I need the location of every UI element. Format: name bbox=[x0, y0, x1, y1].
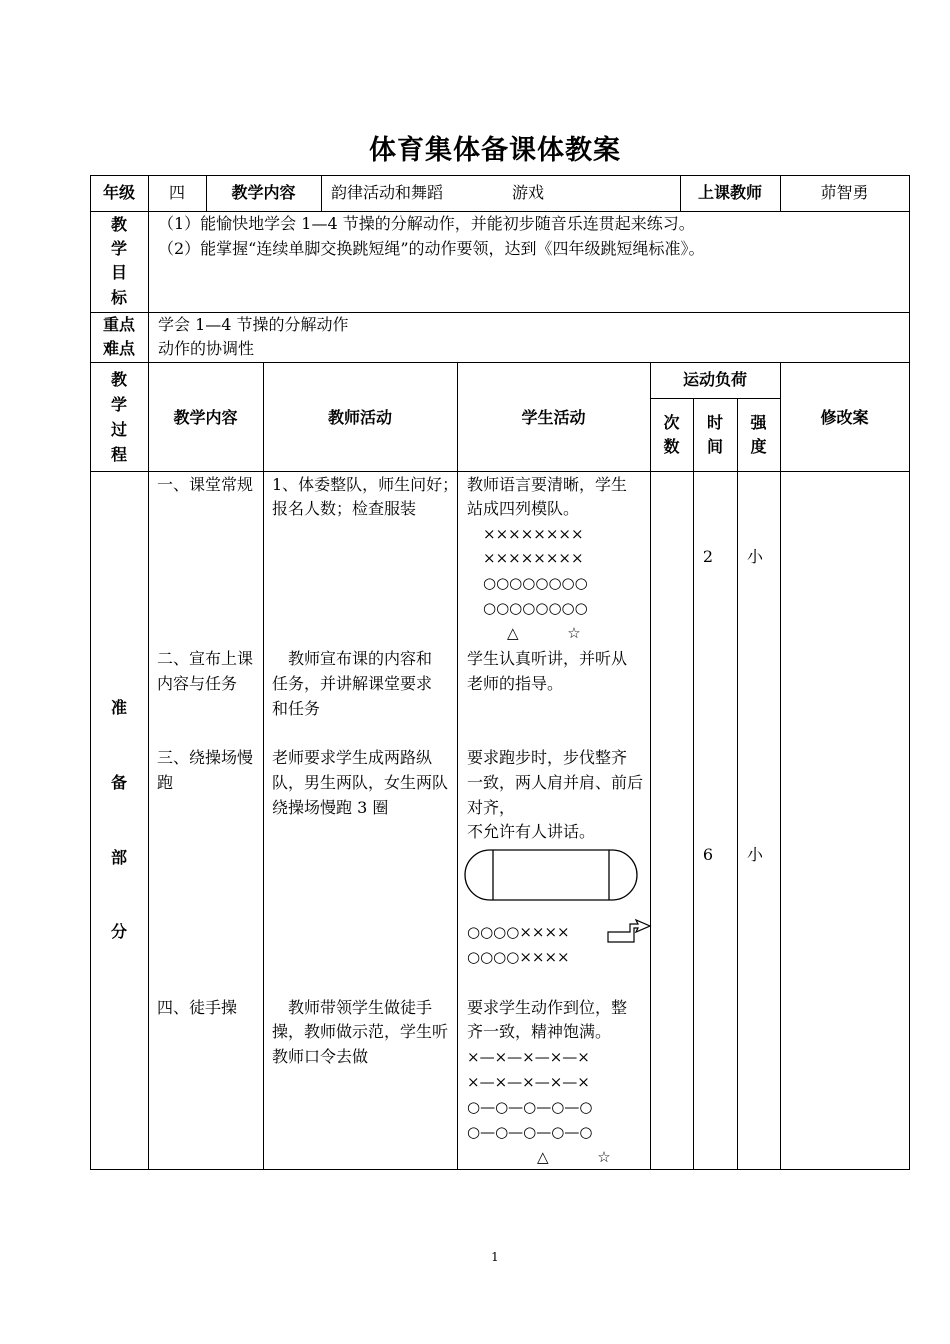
formation-row: ×××××××× bbox=[483, 525, 584, 543]
goal-line-2: （2）能掌握“连续单脚交换跳短绳”的动作要领，达到《四年级跳短绳标准》。 bbox=[158, 239, 705, 258]
formation-row: ×××××××× bbox=[483, 549, 584, 567]
intensity-value: 小 bbox=[746, 845, 763, 864]
content-value-2: 游戏 bbox=[512, 183, 545, 202]
teacher-marker-row: △ ☆ bbox=[537, 1148, 611, 1166]
teacher-column-header: 教师活动 bbox=[327, 408, 392, 427]
running-track-diagram bbox=[463, 848, 641, 904]
key-point: 学会 1—4 节操的分解动作 bbox=[158, 315, 349, 334]
teacher-value: 茆智勇 bbox=[820, 183, 869, 202]
grade-label: 年级 bbox=[102, 183, 135, 202]
page-number: 1 bbox=[491, 1250, 499, 1264]
content-label: 教学内容 bbox=[231, 183, 296, 202]
formation-row: ×—×—×—×—× bbox=[467, 1073, 590, 1091]
intensity-header: 强 bbox=[750, 413, 767, 432]
formation-row: ○○○○○○○○ bbox=[483, 574, 588, 592]
formation-row: ×—×—×—×—× bbox=[467, 1048, 590, 1066]
turn-arrow-icon bbox=[606, 918, 652, 944]
difficulty-point: 动作的协调性 bbox=[158, 339, 255, 358]
student-column-header: 学生活动 bbox=[521, 408, 586, 427]
content-value: 韵律活动和舞蹈 bbox=[331, 183, 444, 202]
formation-row: ○—○—○—○—○ bbox=[467, 1098, 593, 1116]
teacher-marker-row: △ ☆ bbox=[507, 624, 581, 642]
page-title: 体育集体备课体教案 bbox=[369, 135, 621, 166]
count-header: 次 bbox=[663, 413, 680, 432]
formation-row: ○○○○○○○○ bbox=[483, 599, 588, 617]
time-value: 6 bbox=[702, 845, 714, 864]
difficulty-label: 难点 bbox=[102, 339, 135, 358]
teacher-label: 上课教师 bbox=[697, 183, 762, 202]
time-header: 时 bbox=[706, 413, 723, 432]
formation-row: ○○○○×××× bbox=[467, 948, 570, 966]
grade-value: 四 bbox=[168, 183, 185, 202]
formation-row: ○—○—○—○—○ bbox=[467, 1123, 593, 1141]
formation-row: ○○○○×××× bbox=[467, 923, 570, 941]
intensity-value: 小 bbox=[746, 547, 763, 566]
goal-line-1: （1）能愉快地学会 1—4 节操的分解动作，并能初步随音乐连贯起来练习。 bbox=[158, 214, 695, 233]
time-value: 2 bbox=[702, 547, 714, 566]
revision-column-header: 修改案 bbox=[820, 408, 869, 427]
content-column-header: 教学内容 bbox=[173, 408, 238, 427]
key-label: 重点 bbox=[102, 315, 135, 334]
load-column-header: 运动负荷 bbox=[682, 370, 747, 389]
